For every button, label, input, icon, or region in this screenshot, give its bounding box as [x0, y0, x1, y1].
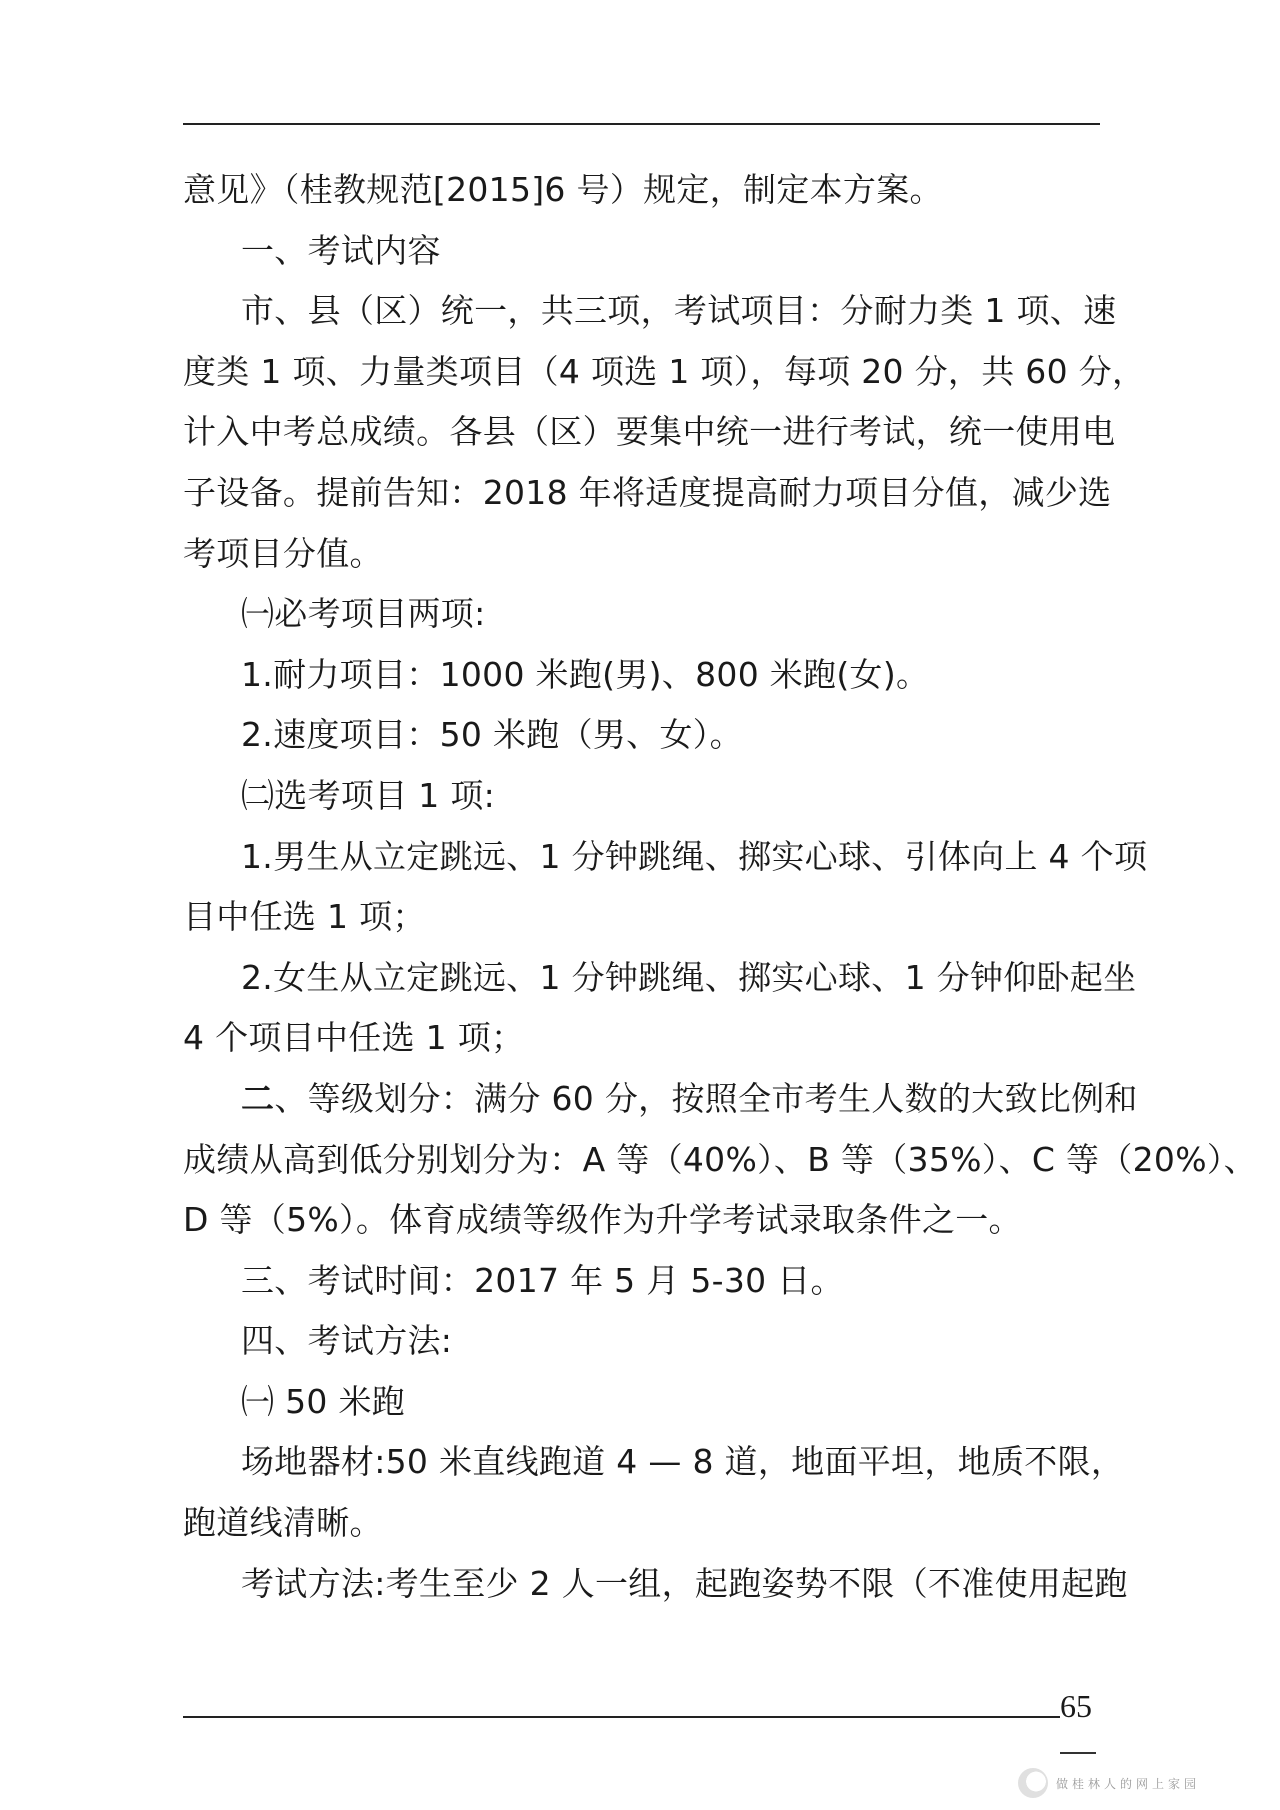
paragraph-text: 跑道线清晰。: [183, 1503, 383, 1543]
paragraph-text: 2.速度项目：50 米跑（男、女）。: [241, 715, 743, 755]
document-body: [183, 160, 1257, 1614]
paragraph-line: [183, 1311, 1103, 1372]
paragraph-text: 度类 1 项、力量类项目（4 项选 1 项），每项 20 分，共 60 分，: [183, 351, 1146, 391]
paragraph-text: 1.男生从立定跳远、1 分钟跳绳、掷实心球、引体向上 4 个项: [241, 836, 1148, 876]
bold-prefix: 二: [241, 1078, 275, 1118]
paragraph-text: 考试方法:考生至少 2 人一组，起跑姿势不限（不准使用起跑: [241, 1563, 1128, 1603]
paragraph-text: 三、考试时间：2017 年 5 月 5-30 日。: [241, 1260, 844, 1300]
paragraph-text: 成绩从高到低分别划分为：A 等（40%）、B 等（35%）、C 等（20%）、: [183, 1139, 1257, 1179]
paragraph-line: [183, 827, 1148, 888]
paragraph-line: [183, 887, 1103, 948]
paragraph-text: 1.耐力项目：1000 米跑(男)、800 米跑(女)。: [241, 654, 930, 694]
paragraph-text: 市、县（区）统一，共三项，考试项目：分耐力类 1 项、速: [241, 291, 1117, 331]
paragraph-text: 计入中考总成绩。各县（区）要集中统一进行考试，统一使用电: [183, 412, 1116, 452]
paragraph-text: 目中任选 1 项；: [183, 897, 426, 937]
watermark-logo-icon: [1018, 1768, 1048, 1798]
paragraph-line: [183, 1372, 1103, 1433]
paragraph-line: [183, 1008, 1103, 1069]
paragraph-text: 考项目分值。: [183, 533, 383, 573]
paragraph-line: [183, 1130, 1257, 1191]
paragraph-line: [183, 1493, 1103, 1554]
paragraph-line: [183, 342, 1146, 403]
footer-rule: [183, 1716, 1060, 1718]
paragraph-line: [183, 1432, 1125, 1493]
paragraph-line: [183, 1190, 1103, 1251]
watermark-text: 做桂林人的网上家园: [1056, 1776, 1201, 1791]
paragraph-text: 、等级划分：满分 60 分，按照全市考生人数的大致比例和: [274, 1078, 1138, 1118]
paragraph-line: [183, 524, 1103, 585]
paragraph-text: 2.女生从立定跳远、1 分钟跳绳、掷实心球、1 分钟仰卧起坐: [241, 957, 1137, 997]
paragraph-line: [183, 1251, 1103, 1312]
page-number-dash: [1060, 1752, 1096, 1754]
paragraph-text: 一、考试内容: [241, 230, 441, 270]
header-rule: [183, 123, 1100, 125]
paragraph-text: ㈠ 50 米跑: [241, 1381, 406, 1421]
paragraph-text: 4 个项目中任选 1 项；: [183, 1018, 525, 1058]
paragraph-line: [183, 645, 1103, 706]
paragraph-line: [183, 160, 1103, 221]
paragraph-text: D 等（5%）。体育成绩等级作为升学考试录取条件之一。: [183, 1200, 1022, 1240]
page-number: 65: [1060, 1688, 1092, 1724]
paragraph-line: [183, 766, 1103, 827]
paragraph-line: [183, 1069, 1138, 1130]
paragraph-line: [183, 463, 1112, 524]
paragraph-line: [183, 1554, 1128, 1615]
paragraph-line: [183, 281, 1117, 342]
watermark: [1018, 1768, 1200, 1798]
paragraph-text: 意见》（桂教规范[2015]6 号）规定，制定本方案。: [183, 170, 943, 209]
paragraph-line: [183, 948, 1137, 1009]
paragraph-line: [183, 705, 1103, 766]
paragraph-text: ㈠必考项目两项:: [241, 594, 486, 634]
paragraph-text: 子设备。提前告知：2018 年将适度提高耐力项目分值，减少选: [183, 472, 1112, 512]
paragraph-line: [183, 584, 1103, 645]
paragraph-text: 四、考试方法:: [241, 1321, 453, 1361]
paragraph-text: 场地器材:50 米直线跑道 4 — 8 道，地面平坦，地质不限，: [241, 1442, 1125, 1482]
paragraph-text: ㈡选考项目 1 项:: [241, 775, 496, 815]
paragraph-line: [183, 402, 1116, 463]
paragraph-line: [183, 221, 1103, 282]
